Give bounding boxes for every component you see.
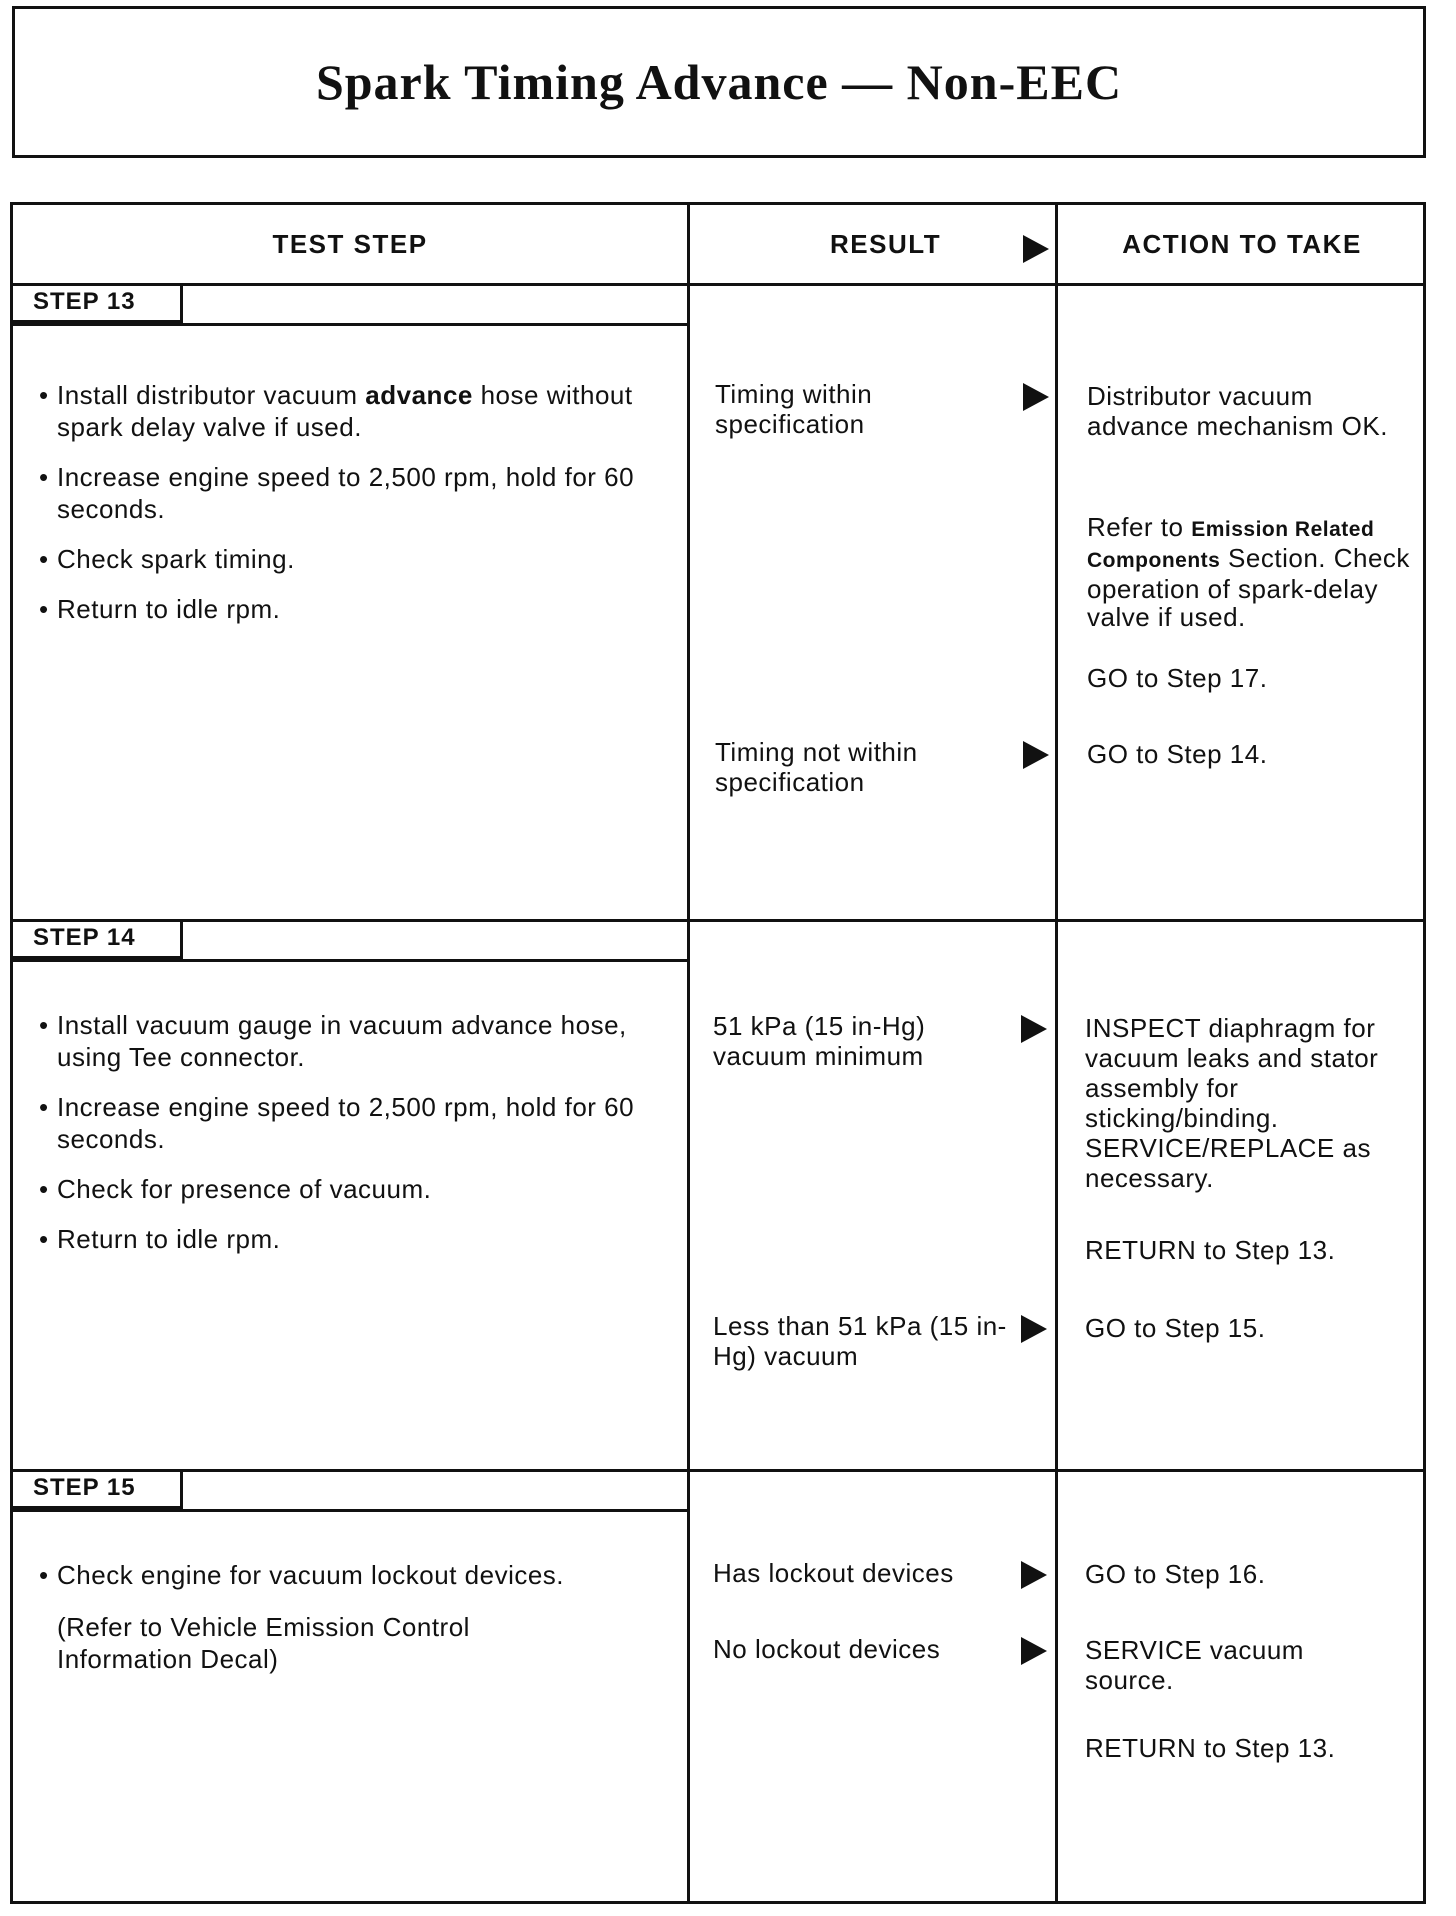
arrow-icon bbox=[1023, 741, 1049, 769]
result-text: Timing not within specification bbox=[715, 737, 918, 797]
action-text: GO to Step 16. bbox=[1085, 1559, 1266, 1589]
result-text: No lockout devices bbox=[713, 1634, 941, 1664]
header-divider bbox=[13, 283, 1423, 286]
list-item: • Increase engine speed to 2,500 rpm, hold for 60 seconds. bbox=[39, 462, 635, 524]
action-text: RETURN to Step 13. bbox=[1085, 1733, 1336, 1763]
action-text: GO to Step 17. bbox=[1087, 663, 1268, 693]
bullet-icon: • bbox=[39, 380, 49, 410]
list-item: • Install vacuum gauge in vacuum advance hose, using Tee connector. bbox=[39, 1010, 627, 1072]
result-text: Timing within specification bbox=[715, 379, 873, 439]
action-text: SERVICE vacuum source. bbox=[1085, 1635, 1304, 1695]
bullet-icon: • bbox=[39, 1174, 49, 1204]
step-divider bbox=[13, 919, 1423, 922]
page-title: Spark Timing Advance — Non-EEC bbox=[315, 54, 1123, 110]
list-item: • Check engine for vacuum lockout devices. bbox=[39, 1560, 565, 1590]
action-text: RETURN to Step 13. bbox=[1085, 1235, 1336, 1265]
result-text: Less than 51 kPa (15 in-Hg) vacuum bbox=[713, 1311, 1007, 1371]
action-text: Distributor vacuum advance mechanism OK. bbox=[1087, 381, 1388, 441]
bullet-icon: • bbox=[39, 1092, 49, 1122]
arrow-icon bbox=[1021, 1561, 1047, 1589]
bullet-icon: • bbox=[39, 1010, 49, 1040]
title-box bbox=[12, 6, 1426, 158]
header-action: ACTION TO TAKE bbox=[1122, 228, 1362, 259]
action-text: Refer to Emission Related Components Section. Check operation of spark-delay valve if used. bbox=[1087, 512, 1410, 632]
header-result: RESULT bbox=[830, 228, 942, 259]
step-label-line bbox=[13, 959, 687, 962]
header-arrow-icon bbox=[1023, 235, 1049, 263]
bullet-icon: • bbox=[39, 462, 49, 492]
step-label: STEP 15 bbox=[13, 1469, 183, 1509]
list-item: • Return to idle rpm. bbox=[39, 1224, 281, 1254]
column-divider bbox=[1055, 205, 1058, 1901]
result-text: 51 kPa (15 in-Hg) vacuum minimum bbox=[713, 1011, 926, 1071]
bullet-icon: • bbox=[39, 1560, 49, 1590]
action-text: INSPECT diaphragm for vacuum leaks and stator assembly for sticking/binding. SERVICE/REPLACE as necessary. bbox=[1085, 1013, 1379, 1193]
bullet-icon: • bbox=[39, 1224, 49, 1254]
step-divider bbox=[13, 1469, 1423, 1472]
list-item: (Refer to Vehicle Emission Control Information Decal) bbox=[57, 1612, 470, 1674]
bullet-icon: • bbox=[39, 544, 49, 574]
arrow-icon bbox=[1023, 383, 1049, 411]
list-item: • Install distributor vacuum advance hose without spark delay valve if used. bbox=[39, 380, 633, 442]
action-text: GO to Step 14. bbox=[1087, 739, 1268, 769]
list-item: • Increase engine speed to 2,500 rpm, hold for 60 seconds. bbox=[39, 1092, 635, 1154]
step-label-line bbox=[13, 1509, 687, 1512]
arrow-icon bbox=[1021, 1637, 1047, 1665]
step-label-line bbox=[13, 323, 687, 326]
list-item: • Check for presence of vacuum. bbox=[39, 1174, 432, 1204]
diagnostic-table bbox=[10, 202, 1426, 1904]
bullet-icon: • bbox=[39, 594, 49, 624]
arrow-icon bbox=[1021, 1315, 1047, 1343]
step-label: STEP 14 bbox=[13, 919, 183, 959]
column-divider bbox=[687, 205, 690, 1901]
list-item: • Check spark timing. bbox=[39, 544, 295, 574]
step-label: STEP 13 bbox=[13, 283, 183, 323]
arrow-icon bbox=[1021, 1015, 1047, 1043]
header-test-step: TEST STEP bbox=[272, 228, 428, 259]
action-text: GO to Step 15. bbox=[1085, 1313, 1266, 1343]
list-item: • Return to idle rpm. bbox=[39, 594, 281, 624]
result-text: Has lockout devices bbox=[713, 1558, 954, 1588]
